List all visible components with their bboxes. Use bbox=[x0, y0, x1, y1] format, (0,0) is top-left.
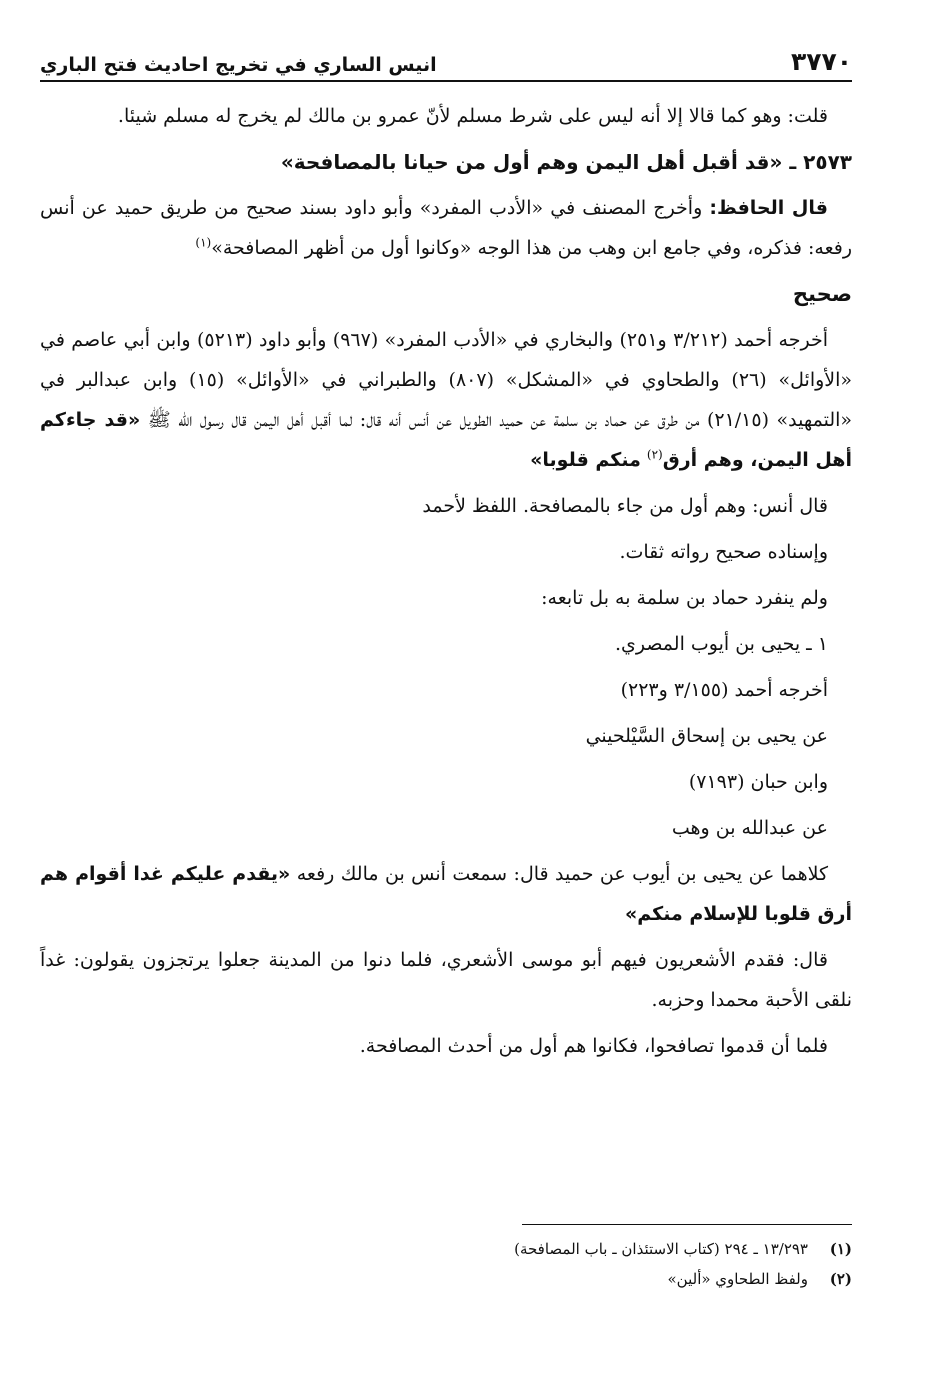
footnote-ref-1: (١) bbox=[195, 235, 212, 250]
takhrij-quote-part-2: منكم قلوبا» bbox=[530, 449, 641, 471]
isnad-line: وإسناده صحيح رواته ثقات. bbox=[619, 541, 828, 563]
paragraph-takhrij bbox=[40, 320, 852, 480]
running-title: انيس الساري في تخريج احاديث فتح الباري bbox=[40, 54, 437, 76]
footnotes bbox=[40, 1234, 852, 1294]
paragraph-hafiz bbox=[40, 188, 852, 268]
both-quote: «يقدم عليكم غدا أقوام هم أرق قلوبا للإسلام منكم» bbox=[40, 863, 852, 925]
both-text: كلاهما عن يحيى بن أيوب عن حميد قال: سمعت أنس بن مالك رفعه bbox=[296, 863, 828, 885]
hadith-heading: ٢٥٧٣ ـ «قد أقبل أهل اليمن وهم أول من حيانا بالمصافحة» bbox=[280, 150, 852, 174]
header-rule bbox=[40, 80, 852, 82]
follow-line: ولم ينفرد حماد بن سلمة به بل تابعه: bbox=[541, 587, 828, 609]
takhrij-text: أخرجه أحمد (٣/٢١٢ و٢٥١) والبخاري في «الأدب المفرد» (٩٦٧) وأبو داود (٥٢١٣) وابن أبي عاصم في «الأوائل» (٢٦) والطحاوي في «المشكل» (٨٠٧) والطبراني في «الأوائل» (١٥) وابن عبدالبر في «التمهيد» (٢١/١٥) من طرق عن حماد بن سلمة عن حميد الطويل عن أنس أنه قال: لما أقبل أهل اليمن قال رسول الله ﷺ bbox=[40, 329, 853, 431]
yahya-line: عن يحيى بن إسحاق السَّيْلحيني bbox=[585, 725, 828, 747]
paragraph-both bbox=[40, 854, 852, 934]
hafiz-text: وأخرج المصنف في «الأدب المفرد» وأبو داود بسند صحيح من طريق حميد عن أنس رفعه: فذكره، وفي جامع ابن وهب من هذا الوجه «وكانوا أول من أظهر المصافحة» bbox=[40, 197, 852, 259]
takhrij-quote-part-1: «قد جاءكم أهل اليمن، وهم أرق bbox=[40, 409, 852, 471]
footnote-ref-2: (٢) bbox=[646, 447, 663, 462]
hibban-line: وابن حبان (٧١٩٣) bbox=[688, 771, 828, 793]
hafiz-label: قال الحافظ: bbox=[709, 197, 828, 219]
footnote-item bbox=[40, 1234, 852, 1264]
ahmad-line: أخرجه أحمد (٣/١٥٥ و٢٢٣) bbox=[620, 679, 828, 701]
footnote-number: (١) bbox=[829, 1240, 852, 1258]
page-number: ٣٧٧٠ bbox=[790, 47, 852, 76]
list-item: ١ ـ يحيى بن أيوب المصري. bbox=[614, 633, 828, 655]
footnote-text: ولفظ الطحاوي «ألين» bbox=[667, 1270, 808, 1288]
main-text bbox=[40, 96, 852, 1072]
footnote-text: ١٣/٢٩٣ ـ ٢٩٤ (كتاب الاستئذان ـ باب المصافحة) bbox=[514, 1240, 808, 1258]
paragraph-qal: قال: فقدم الأشعريون فيهم أبو موسى الأشعري، فلما دنوا من المدينة جعلوا يرتجزون يقولون: غداً نلقى الأحبة محمدا وحزبه. bbox=[40, 949, 852, 1011]
paragraph-last: فلما أن قدموا تصافحوا، فكانوا هم أول من أحدث المصافحة. bbox=[359, 1035, 828, 1057]
hadith-grade: صحيح bbox=[792, 282, 852, 306]
footnote-rule bbox=[522, 1224, 852, 1225]
abdullah-line: عن عبدالله بن وهب bbox=[671, 817, 828, 839]
footnote-item bbox=[40, 1264, 852, 1294]
paragraph-qult: قلت: وهو كما قالا إلا أنه ليس على شرط مسلم لأنّ عمرو بن مالك لم يخرج له مسلم شيئا. bbox=[117, 105, 828, 127]
anas-line: قال أنس: وهم أول من جاء بالمصافحة. اللفظ لأحمد bbox=[422, 495, 828, 517]
page-header bbox=[40, 32, 852, 76]
footnote-number: (٢) bbox=[829, 1270, 852, 1288]
